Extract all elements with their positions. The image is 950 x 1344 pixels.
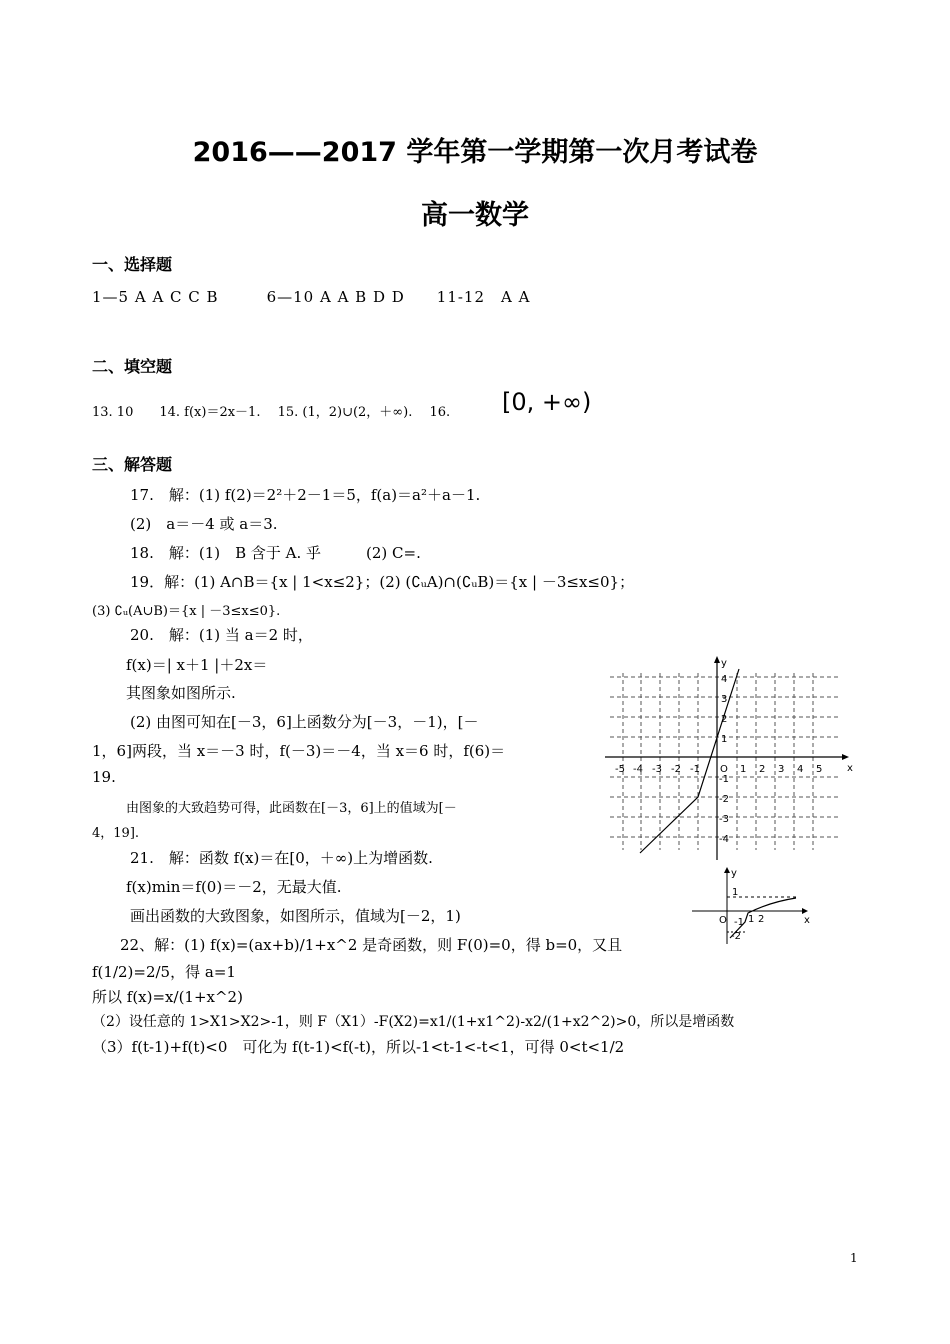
section-choice-heading: 一、选择题 [92,255,173,274]
solution-line: (2) 由图可知在[－3，6]上函数分为[－3，－1)，[－ [130,713,479,731]
solution-line: f(x)min＝f(0)＝－2，无最大值. [126,878,342,896]
section-fill-heading: 二、填空题 [92,357,173,376]
y-tick-label: 4 [721,674,728,685]
solution-line: 4，19]. [92,826,140,841]
solution-line: （3）f(t-1)+f(t)<0 可化为 f(t-1)<f(-t)，所以-1<t-1<-t<1，可得 0<t<1/2 [92,1038,625,1056]
y-tick-label: -1 [719,774,729,785]
solution-line: f(x)＝| x＋1 |＋2x＝ [126,656,268,674]
solution-line: (2) a＝－4 或 a＝3. [130,515,278,533]
solution-line: 19．解：(1) A∩B＝{x | 1<x≤2}；(2) (∁ᵤA)∩(∁ᵤB)＝{x | －3≤x≤0}； [130,573,635,591]
tick-label: 1 [732,887,739,898]
solution-line: 21. 解：函数 f(x)＝在[0，＋∞)上为增函数. [130,849,433,867]
solution-line: (3) ∁ᵤ(A∪B)＝{x | －3≤x≤0}. [92,604,281,619]
origin-label: O [720,764,728,775]
graph-function-21 [690,866,815,946]
x-axis-arrow [842,754,849,760]
exam-title: 2016——2017 学年第一学期第一次月考试卷 [192,137,758,168]
x-tick-label: -3 [652,764,662,775]
x-axis-label: x [847,763,853,774]
solution-line: f(1/2)=2/5，得 a=1 [92,963,236,981]
x-tick-label: 1 [740,764,747,775]
y-tick-label: 3 [721,694,728,705]
x-tick-label: -2 [671,764,681,775]
x-tick-label: 2 [759,764,766,775]
solution-line: 由图象的大致趋势可得，此函数在[－3，6]上的值域为[－ [126,801,457,816]
y-tick-label: 1 [721,734,728,745]
x-tick-label: 5 [816,764,823,775]
solution-line: 19. [92,768,116,786]
x-tick-label: 3 [778,764,785,775]
x-tick-label: 4 [797,764,804,775]
graph-function-20 [600,655,855,860]
solution-line: 1，6]两段，当 x＝－3 时，f(－3)＝－4，当 x＝6 时，f(6)＝ [92,742,506,760]
y-axis-arrow [714,656,720,663]
tick-label: -2 [731,931,741,942]
y-tick-label: -2 [719,794,729,805]
exam-subtitle: 高一数学 [421,200,529,231]
x-tick-label: -4 [633,764,643,775]
y-tick-label: -4 [719,834,729,845]
y-tick-label: 2 [721,714,728,725]
x-tick-label: -1 [690,764,700,775]
graph-axes [692,872,802,944]
x-axis-arrow [802,908,808,914]
section-solution-heading: 三、解答题 [92,455,173,474]
y-tick-label: -3 [719,814,729,825]
y-axis-label: y [731,868,737,879]
choice-answers: 1—5 A A C C B 6—10 A A B D D 11-12 A A [92,288,531,306]
solution-line: 画出函数的大致图象，如图所示，值域为[－2，1) [130,907,461,925]
fill-answers: 13. 10 14. f(x)＝2x－1. 15. (1，2)∪(2，＋∞). 16. [92,405,451,420]
solution-line: 20. 解：(1) 当 a＝2 时， [130,626,313,644]
solution-line: （2）设任意的 1>X1>X2>-1，则 F（X1）-F(X2)=x1/(1+x1^2)-x2/(1+x2^2)>0，所以是增函数 [92,1014,735,1030]
solution-line: 18. 解：(1) B 含于 A. 乎 (2) C=. [130,544,421,562]
y-axis-arrow [724,867,730,873]
tick-label: 2 [758,914,765,925]
tick-label: -1 [734,917,744,928]
y-axis-label: y [721,658,727,669]
x-axis-label: x [804,915,810,926]
tick-label: 1 [748,914,755,925]
solution-line: 所以 f(x)=x/(1+x^2) [92,988,243,1006]
solution-line: 17. 解：(1) f(2)＝2²＋2－1＝5，f(a)＝a²＋a－1. [130,486,481,504]
solution-line: 22、解：(1) f(x)=(ax+b)/1+x^2 是奇函数，则 F(0)=0，得 b=0，又且 [120,936,623,954]
page-number: 1 [850,1251,858,1265]
solution-line: 其图象如图所示. [126,684,236,702]
x-tick-label: -5 [615,764,625,775]
answer-16: [0, +∞) [502,388,592,416]
origin-label: O [719,915,727,926]
